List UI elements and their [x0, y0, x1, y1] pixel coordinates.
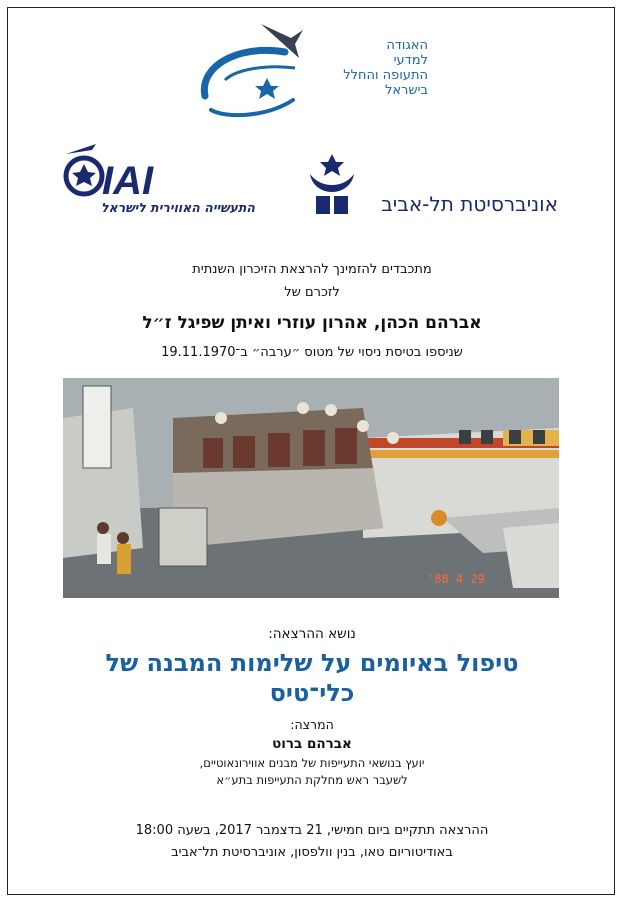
association-logo	[195, 18, 320, 123]
lecturer-label: המרצה:	[290, 717, 334, 732]
association-name-line: למדעי	[393, 53, 428, 68]
association-name-line: התעופה והחלל	[343, 68, 428, 83]
memory-of-label: לזכרם של	[284, 285, 340, 300]
tau-logo	[302, 152, 362, 216]
association-name	[318, 38, 428, 98]
aircraft-damage-photo	[63, 378, 559, 598]
invitation-line: מתכבדים להזמינך להרצאת הזיכרון השנתית	[192, 262, 432, 277]
tau-name: אוניברסיטת תל-אביב	[381, 192, 558, 216]
lecture-topic	[0, 648, 624, 708]
lecture-topic-line: כלי־טיס	[269, 679, 355, 707]
iai-logo	[62, 140, 187, 200]
photo-date-stamp: '88 4 29	[427, 572, 485, 586]
event-datetime: ההרצאה תתקיים ביום חמישי, 21 בדצמבר 2017, בשעה 18:00	[135, 823, 489, 838]
lecture-topic-line: טיפול באיומים על שלימות המבנה של	[105, 649, 519, 677]
memorial-names: אברהם הכהן, אהרון עוזרי ואיתן שפיגל ז״ל	[142, 313, 482, 333]
association-name-line: האגודה	[386, 38, 428, 53]
iai-logo-text: IAI	[102, 159, 154, 200]
lecturer-former-role: לשעבר ראש מחלקת התעייפות בתע״א	[216, 773, 408, 787]
association-name-line: בישראל	[384, 83, 428, 98]
iai-caption: התעשייה האווירית לישראל	[101, 200, 255, 215]
lecturer-name: אברהם ברוט	[272, 736, 352, 752]
topic-label: נושא ההרצאה:	[268, 626, 356, 642]
event-location: באודיטוריום טאו, בנין וולפסון, אוניברסיטת תל־אביב	[171, 845, 453, 860]
lecturer-role: יועץ בנושאי התעייפות של מבנים אווירונאוטיים,	[199, 756, 425, 770]
crash-description: שניספו בטיסת ניסוי של מטוס ״ערבה״ ב־19.11.1970	[161, 345, 463, 360]
